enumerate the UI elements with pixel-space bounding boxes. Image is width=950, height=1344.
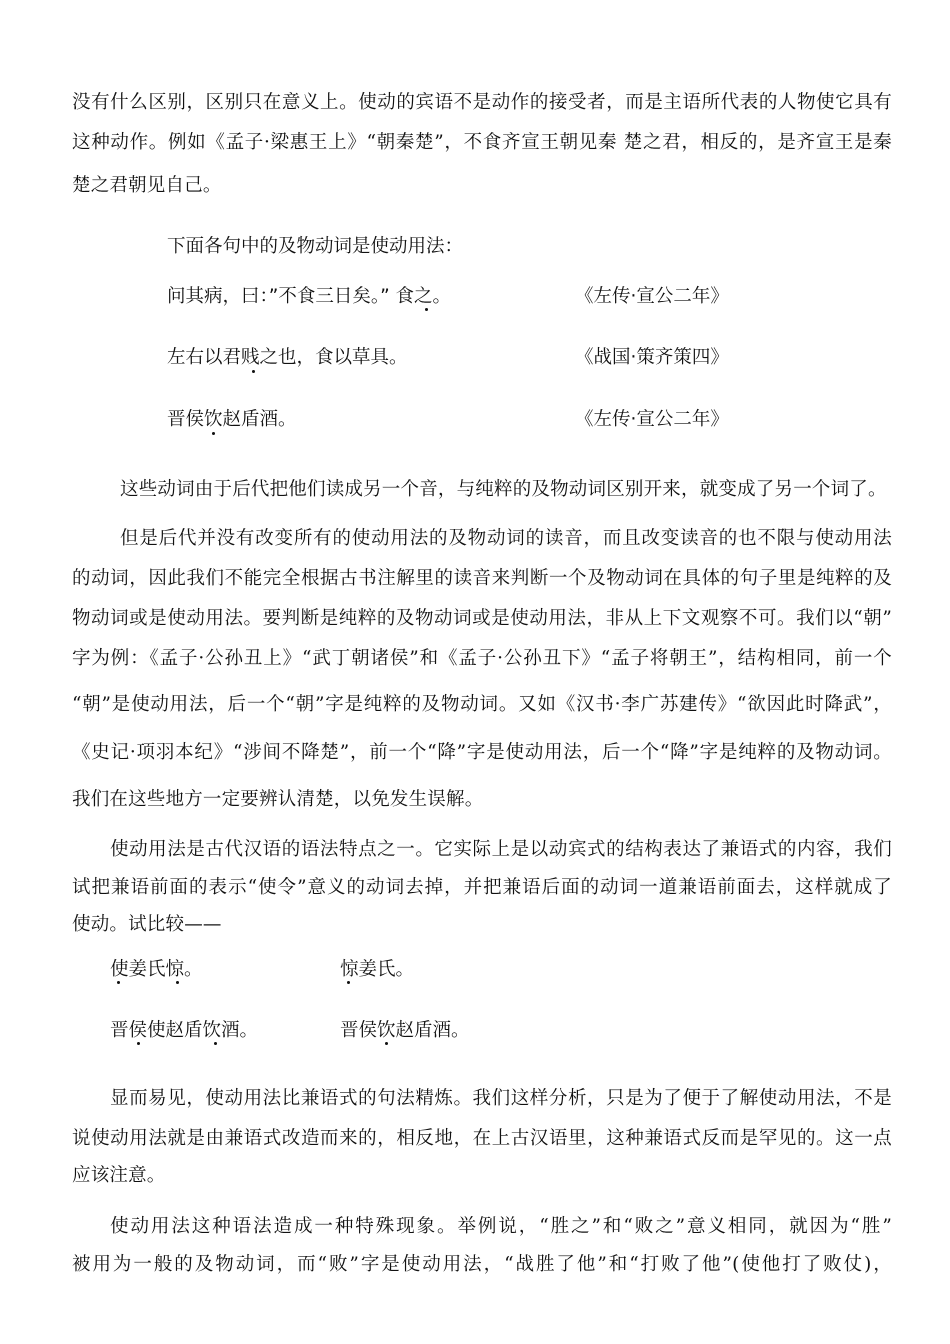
emphasis-dot	[176, 981, 179, 984]
para3-line-2: 的动词，因此我们不能完全根据古书注解里的读音来判断一个及物动词在具体的句子里是纯粹的及	[72, 568, 892, 589]
para3-line-1: 但是后代并没有改变所有的使动用法的及物动词的读音，而且改变读音的也不限与使动用法	[120, 528, 892, 549]
example-sentence-1: 问其病，曰：”不食三日矣。” 食之。	[167, 286, 452, 307]
example-sentence-2: 左右以君贱之也，食以草具。	[167, 347, 408, 368]
para3-line-5: “朝”是使动用法，后一个“朝”字是纯粹的及物动词。又如《汉书·李广苏建传》“欲因此时降武”，	[72, 694, 892, 715]
para5-line-3: 应该注意。	[72, 1165, 166, 1186]
emphasis-dot	[214, 1042, 217, 1045]
example-source-1: 《左传·宣公二年》	[575, 286, 729, 307]
emphasis-dot	[252, 370, 255, 373]
example-source-2: 《战国·策齐策四》	[575, 347, 729, 368]
para6-line-1: 使动用法这种语法造成一种特殊现象。举例说，“胜之”和“败之”意义相同，就因为“胜”	[110, 1216, 892, 1237]
emphasis-dot	[117, 981, 120, 984]
emphasis-dot	[425, 308, 428, 311]
para5-line-1: 显而易见，使动用法比兼语式的句法精炼。我们这样分析，只是为了便于了解使动用法，不是	[110, 1088, 892, 1109]
para2: 这些动词由于后代把他们读成另一个音，与纯粹的及物动词区别开来，就变成了另一个词了。	[120, 479, 887, 500]
para5-line-2: 说使动用法就是由兼语式改造而来的，相反地，在上古汉语里，这种兼语式反而是罕见的。这一点	[72, 1128, 892, 1149]
para3-line-3: 物动词或是使动用法。要判断是纯粹的及物动词或是使动用法，非从上下文观察不可。我们以“朝”	[72, 608, 892, 629]
example-source-3: 《左传·宣公二年》	[575, 409, 729, 430]
para1-line-3: 楚之君朝见自己。	[72, 175, 222, 196]
para6-line-2: 被用为一般的及物动词，而“败”字是使动用法，“战胜了他”和“打败了他”(使他打了败仗)，	[72, 1254, 892, 1275]
para1-line-1: 没有什么区别，区别只在意义上。使动的宾语不是动作的接受者，而是主语所代表的人物使它具有	[72, 92, 892, 113]
comparison-left-1: 使姜氏惊。	[110, 959, 203, 980]
para3-line-4: 字为例：《孟子·公孙丑上》“武丁朝诸侯”和《孟子·公孙丑下》“孟子将朝王”，结构相同，前一个	[72, 648, 892, 669]
comparison-right-1: 惊姜氏。	[340, 959, 415, 980]
para1-line-2: 这种动作。例如《孟子·梁惠王上》“朝秦楚”，不食齐宣王朝见秦 楚之君，相反的，是齐宣王是秦	[72, 132, 892, 153]
para3-line-6: 《史记·项羽本纪》“涉间不降楚”，前一个“降”字是使动用法，后一个“降”字是纯粹的及物动词。	[72, 742, 892, 763]
emphasis-dot	[347, 981, 350, 984]
emphasis-dot	[212, 432, 215, 435]
comparison-right-2: 晋侯饮赵盾酒。	[340, 1020, 470, 1041]
para4-line-2: 试把兼语前面的表示“使令”意义的动词去掉，并把兼语后面的动词一道兼语前面去，这样就成了	[72, 877, 892, 898]
comparison-left-2: 晋侯使赵盾饮酒。	[110, 1020, 259, 1041]
para4-line-1: 使动用法是古代汉语的语法特点之一。它实际上是以动宾式的结构表达了兼语式的内容，我们	[110, 839, 892, 860]
examples-heading: 下面各句中的及物动词是使动用法：	[167, 236, 464, 257]
para4-line-3: 使动。试比较——	[72, 914, 222, 935]
emphasis-dot	[137, 1042, 140, 1045]
example-sentence-3: 晋侯饮赵盾酒。	[167, 409, 297, 430]
para3-line-7: 我们在这些地方一定要辨认清楚，以免发生误解。	[72, 789, 484, 810]
emphasis-dot	[385, 1042, 388, 1045]
